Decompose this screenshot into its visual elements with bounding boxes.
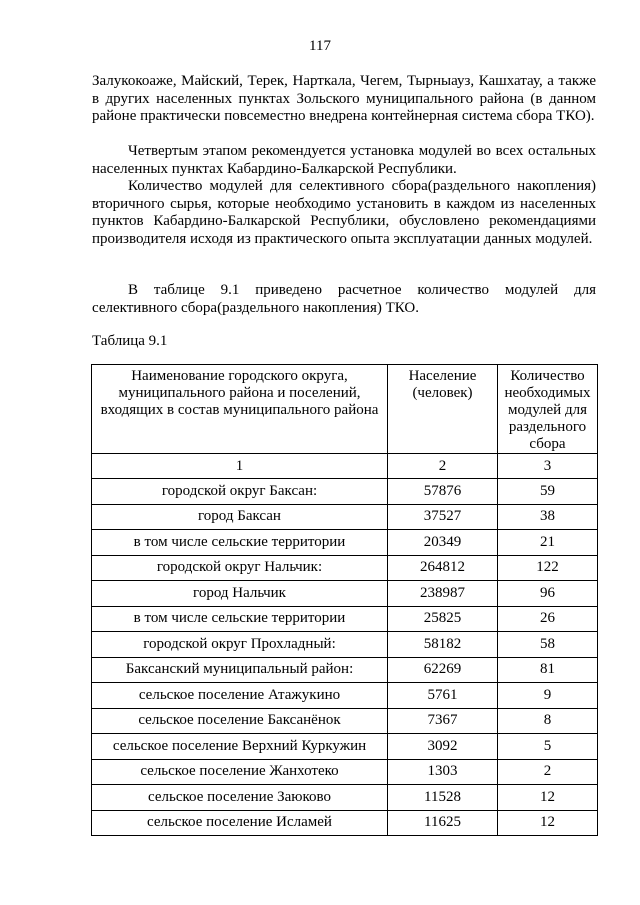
row-modules-cell: 26: [498, 606, 598, 632]
table-row: [92, 504, 598, 530]
row-population-cell: 5761: [388, 683, 498, 709]
table-row: [92, 555, 598, 581]
column-number: 2: [388, 454, 498, 479]
row-modules-cell: 21: [498, 530, 598, 556]
row-name-cell: город Нальчик: [92, 581, 388, 607]
row-modules-cell: 12: [498, 785, 598, 811]
row-population-cell: 37527: [388, 504, 498, 530]
paragraph-1: Залукокоаже, Майский, Терек, Нарткала, Чегем, Тырныауз, Кашхатау, а также в других населенных пунктах Зольского муниципального района (в данном районе практически повсеместно внедрена контейнерная система сбора ТКО).: [92, 73, 596, 124]
row-name-cell: сельское поселение Баксанёнок: [92, 708, 388, 734]
row-modules-cell: 12: [498, 810, 598, 836]
row-modules-cell: 8: [498, 708, 598, 734]
table-row: [92, 683, 598, 709]
row-population-cell: 20349: [388, 530, 498, 556]
page-number: 117: [309, 38, 331, 54]
header-population: Население (человек): [388, 365, 498, 454]
paragraph-2: Четвертым этапом рекомендуется установка модулей во всех остальных населенных пунктах Кабардино-Балкарской Республики.: [92, 143, 596, 177]
row-modules-cell: 5: [498, 734, 598, 760]
header-name: Наименование городского округа, муниципального района и поселений, входящих в состав муниципального района: [92, 365, 388, 454]
row-name-cell: сельское поселение Атажукино: [92, 683, 388, 709]
row-population-cell: 62269: [388, 657, 498, 683]
row-population-cell: 264812: [388, 555, 498, 581]
column-number-row: [92, 454, 598, 479]
row-name-cell: город Баксан: [92, 504, 388, 530]
table-row: [92, 785, 598, 811]
row-modules-cell: 58: [498, 632, 598, 658]
table-row: [92, 759, 598, 785]
row-modules-cell: 81: [498, 657, 598, 683]
row-modules-cell: 59: [498, 479, 598, 505]
row-population-cell: 238987: [388, 581, 498, 607]
row-population-cell: 11625: [388, 810, 498, 836]
row-modules-cell: 2: [498, 759, 598, 785]
table-row: [92, 479, 598, 505]
paragraph-4: В таблице 9.1 приведено расчетное количество модулей для селективного сбора(раздельного накопления) ТКО.: [92, 282, 596, 316]
table-row: [92, 810, 598, 836]
table-row: [92, 708, 598, 734]
row-name-cell: Баксанский муниципальный район:: [92, 657, 388, 683]
table-row: [92, 606, 598, 632]
row-name-cell: городской округ Баксан:: [92, 479, 388, 505]
table-row: [92, 581, 598, 607]
row-population-cell: 3092: [388, 734, 498, 760]
column-number: 3: [498, 454, 598, 479]
table-row: [92, 657, 598, 683]
table-row: [92, 734, 598, 760]
row-name-cell: в том числе сельские территории: [92, 606, 388, 632]
table-caption: Таблица 9.1: [92, 333, 168, 349]
row-population-cell: 57876: [388, 479, 498, 505]
table-row: [92, 530, 598, 556]
row-population-cell: 7367: [388, 708, 498, 734]
table-row: [92, 632, 598, 658]
row-name-cell: сельское поселение Верхний Куркужин: [92, 734, 388, 760]
row-population-cell: 25825: [388, 606, 498, 632]
row-population-cell: 11528: [388, 785, 498, 811]
row-modules-cell: 96: [498, 581, 598, 607]
row-name-cell: сельское поселение Исламей: [92, 810, 388, 836]
row-modules-cell: 9: [498, 683, 598, 709]
row-population-cell: 58182: [388, 632, 498, 658]
row-name-cell: городской округ Нальчик:: [92, 555, 388, 581]
table-header-row: [92, 365, 598, 454]
column-number: 1: [92, 454, 388, 479]
row-name-cell: в том числе сельские территории: [92, 530, 388, 556]
row-modules-cell: 122: [498, 555, 598, 581]
header-modules: Количество необходимых модулей для раздельного сбора: [498, 365, 598, 454]
row-name-cell: городской округ Прохладный:: [92, 632, 388, 658]
row-population-cell: 1303: [388, 759, 498, 785]
row-name-cell: сельское поселение Заюково: [92, 785, 388, 811]
modules-table: [91, 364, 598, 836]
row-name-cell: сельское поселение Жанхотеко: [92, 759, 388, 785]
row-modules-cell: 38: [498, 504, 598, 530]
paragraph-3: Количество модулей для селективного сбора(раздельного накопления) вторичного сырья, которые необходимо установить в каждом из населенных пунктов Кабардино-Балкарской Республики, обусловлено рекомендациями производителя исходя из практического опыта эксплуатации данных модулей.: [92, 178, 596, 247]
